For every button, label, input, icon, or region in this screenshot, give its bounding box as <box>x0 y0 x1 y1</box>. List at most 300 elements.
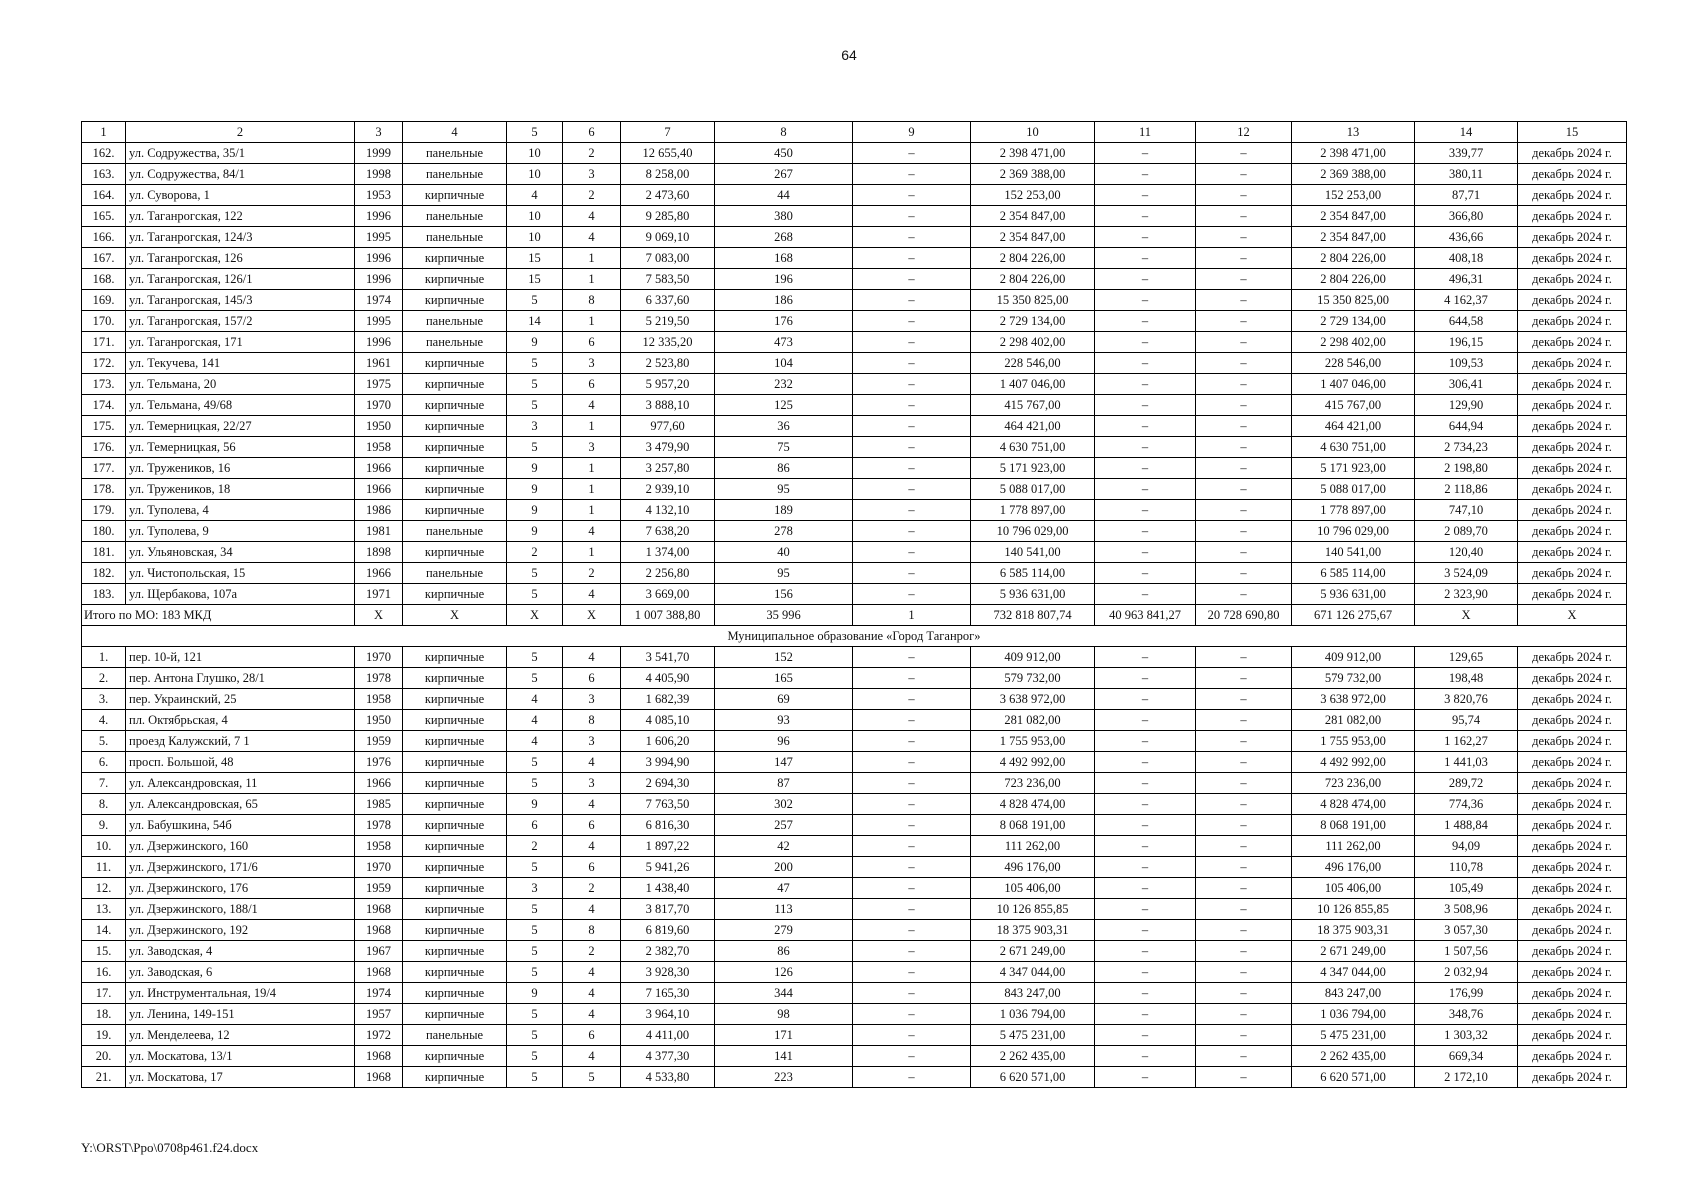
table-cell: 1966 <box>355 458 403 479</box>
table-cell: – <box>1196 437 1292 458</box>
table-cell: – <box>1095 248 1196 269</box>
table-cell: 977,60 <box>621 416 715 437</box>
table-cell: – <box>1095 731 1196 752</box>
address-cell: ул. Заводская, 4 <box>126 941 355 962</box>
table-cell: 3 638 972,00 <box>1292 689 1415 710</box>
table-cell: кирпичные <box>403 689 507 710</box>
table-cell: 3 669,00 <box>621 584 715 605</box>
table-cell: – <box>1196 836 1292 857</box>
table-cell: – <box>1095 479 1196 500</box>
table-cell: декабрь 2024 г. <box>1518 773 1627 794</box>
table-cell: 7 165,30 <box>621 983 715 1004</box>
table-cell: 87,71 <box>1415 185 1518 206</box>
table-cell: 380,11 <box>1415 164 1518 185</box>
table-cell: 95 <box>715 479 853 500</box>
table-cell: – <box>1095 227 1196 248</box>
table-cell: 4 <box>507 689 563 710</box>
table-cell: декабрь 2024 г. <box>1518 332 1627 353</box>
table-cell: 289,72 <box>1415 773 1518 794</box>
table-cell: декабрь 2024 г. <box>1518 983 1627 1004</box>
table-cell: 464 421,00 <box>1292 416 1415 437</box>
table-cell: 126 <box>715 962 853 983</box>
table-cell: 15 350 825,00 <box>971 290 1095 311</box>
table-cell: 3 964,10 <box>621 1004 715 1025</box>
table-cell: 21. <box>82 1067 126 1088</box>
total-cell: 1 007 388,80 <box>621 605 715 626</box>
total-cell: X <box>403 605 507 626</box>
table-cell: 843 247,00 <box>1292 983 1415 1004</box>
table-cell: – <box>1095 878 1196 899</box>
table-cell: декабрь 2024 г. <box>1518 899 1627 920</box>
table-cell: 1966 <box>355 479 403 500</box>
table-cell: 1970 <box>355 647 403 668</box>
table-cell: 1970 <box>355 857 403 878</box>
table-cell: – <box>1095 920 1196 941</box>
table-cell: 105 406,00 <box>971 878 1095 899</box>
address-cell: ул. Текучева, 141 <box>126 353 355 374</box>
table-cell: 1971 <box>355 584 403 605</box>
table-cell: декабрь 2024 г. <box>1518 878 1627 899</box>
table-cell: 2 172,10 <box>1415 1067 1518 1088</box>
table-cell: 6 585 114,00 <box>1292 563 1415 584</box>
section-header-row <box>82 626 1627 647</box>
table-cell: 1995 <box>355 227 403 248</box>
table-cell: 723 236,00 <box>1292 773 1415 794</box>
table-cell: – <box>853 563 971 584</box>
table-cell: – <box>1095 458 1196 479</box>
table-cell: 10 <box>507 206 563 227</box>
table-cell: 11. <box>82 857 126 878</box>
table-cell: – <box>1095 962 1196 983</box>
table-cell: 2 323,90 <box>1415 584 1518 605</box>
table-cell: 156 <box>715 584 853 605</box>
table-cell: – <box>853 647 971 668</box>
total-label: Итого по МО: 183 МКД <box>82 605 355 626</box>
table-row <box>82 311 1627 332</box>
table-cell: 2 729 134,00 <box>971 311 1095 332</box>
table-cell: – <box>853 773 971 794</box>
table-cell: 9 <box>507 794 563 815</box>
table-cell: 1. <box>82 647 126 668</box>
table-cell: 2 298 402,00 <box>1292 332 1415 353</box>
address-cell: ул. Москатова, 17 <box>126 1067 355 1088</box>
table-row <box>82 710 1627 731</box>
table-cell: декабрь 2024 г. <box>1518 794 1627 815</box>
table-cell: – <box>1095 689 1196 710</box>
table-cell: – <box>1095 1046 1196 1067</box>
table-cell: 1957 <box>355 1004 403 1025</box>
table-cell: 168. <box>82 269 126 290</box>
table-cell: 4 <box>563 899 621 920</box>
table-cell: – <box>1196 479 1292 500</box>
table-cell: 129,90 <box>1415 395 1518 416</box>
table-cell: 176. <box>82 437 126 458</box>
table-cell: – <box>853 752 971 773</box>
table-cell: 10 796 029,00 <box>971 521 1095 542</box>
table-cell: кирпичные <box>403 857 507 878</box>
table-cell: 170. <box>82 311 126 332</box>
table-cell: 3 638 972,00 <box>971 689 1095 710</box>
table-cell: 5 <box>507 941 563 962</box>
table-cell: – <box>1196 773 1292 794</box>
table-cell: – <box>1196 248 1292 269</box>
table-cell: 4 <box>563 836 621 857</box>
table-cell: – <box>1196 395 1292 416</box>
table-cell: 7 638,20 <box>621 521 715 542</box>
table-cell: 2 354 847,00 <box>971 206 1095 227</box>
table-cell: кирпичные <box>403 374 507 395</box>
table-cell: 2 369 388,00 <box>971 164 1095 185</box>
address-cell: ул. Дзержинского, 160 <box>126 836 355 857</box>
table-cell: 3 508,96 <box>1415 899 1518 920</box>
table-cell: 179. <box>82 500 126 521</box>
table-cell: 5 <box>507 899 563 920</box>
table-cell: 3 479,90 <box>621 437 715 458</box>
table-cell: 5 <box>507 647 563 668</box>
table-cell: декабрь 2024 г. <box>1518 647 1627 668</box>
table-cell: – <box>853 899 971 920</box>
table-cell: – <box>1095 836 1196 857</box>
table-cell: 44 <box>715 185 853 206</box>
table-cell: 1 682,39 <box>621 689 715 710</box>
table-cell: 152 <box>715 647 853 668</box>
address-cell: ул. Таганрогская, 157/2 <box>126 311 355 332</box>
table-cell: 5 171 923,00 <box>1292 458 1415 479</box>
table-cell: – <box>1095 1004 1196 1025</box>
table-cell: – <box>853 710 971 731</box>
table-cell: – <box>1196 521 1292 542</box>
file-path-footer: Y:\ORST\Ppo\0708p461.f24.docx <box>81 1140 259 1155</box>
table-row <box>82 353 1627 374</box>
table-cell: 3 <box>563 164 621 185</box>
table-cell: 69 <box>715 689 853 710</box>
table-cell: 2 671 249,00 <box>971 941 1095 962</box>
table-cell: 1953 <box>355 185 403 206</box>
table-cell: 175. <box>82 416 126 437</box>
table-cell: 8 <box>563 920 621 941</box>
table-row <box>82 1004 1627 1025</box>
table-cell: кирпичные <box>403 836 507 857</box>
table-cell: 281 082,00 <box>1292 710 1415 731</box>
table-cell: 4 <box>507 731 563 752</box>
table-cell: 104 <box>715 353 853 374</box>
table-cell: 2 804 226,00 <box>1292 269 1415 290</box>
table-cell: 1 407 046,00 <box>1292 374 1415 395</box>
table-cell: – <box>1095 206 1196 227</box>
table-cell: декабрь 2024 г. <box>1518 311 1627 332</box>
table-cell: кирпичные <box>403 269 507 290</box>
address-cell: ул. Тружеников, 18 <box>126 479 355 500</box>
table-cell: 105 406,00 <box>1292 878 1415 899</box>
table-cell: – <box>1196 794 1292 815</box>
table-cell: – <box>1095 857 1196 878</box>
table-cell: 1981 <box>355 521 403 542</box>
table-cell: 5 <box>507 374 563 395</box>
address-cell: ул. Дзержинского, 176 <box>126 878 355 899</box>
table-cell: 2 939,10 <box>621 479 715 500</box>
table-cell: 1986 <box>355 500 403 521</box>
table-cell: 140 541,00 <box>971 542 1095 563</box>
table-cell: – <box>853 248 971 269</box>
table-cell: – <box>1095 437 1196 458</box>
table-cell: – <box>853 542 971 563</box>
address-cell: ул. Содружества, 35/1 <box>126 143 355 164</box>
table-cell: 4 <box>563 794 621 815</box>
table-cell: панельные <box>403 311 507 332</box>
table-cell: кирпичные <box>403 248 507 269</box>
table-row <box>82 983 1627 1004</box>
table-row <box>82 164 1627 185</box>
page-number: 64 <box>841 47 857 63</box>
table-cell: – <box>1196 185 1292 206</box>
table-cell: 1970 <box>355 395 403 416</box>
table-cell: – <box>1095 164 1196 185</box>
table-cell: 166. <box>82 227 126 248</box>
table-cell: кирпичные <box>403 647 507 668</box>
table-cell: 5 <box>507 1025 563 1046</box>
table-cell: – <box>853 269 971 290</box>
table-cell: 5 <box>507 668 563 689</box>
table-cell: 3 <box>563 437 621 458</box>
table-cell: 1996 <box>355 206 403 227</box>
table-cell: 86 <box>715 458 853 479</box>
table-cell: – <box>1095 374 1196 395</box>
table-cell: 6 <box>563 374 621 395</box>
address-cell: ул. Дзержинского, 192 <box>126 920 355 941</box>
table-cell: 2 354 847,00 <box>971 227 1095 248</box>
table-cell: – <box>1196 668 1292 689</box>
table-cell: 2 262 435,00 <box>971 1046 1095 1067</box>
table-cell: 2 <box>563 563 621 584</box>
table-cell: – <box>1196 920 1292 941</box>
table-cell: 4 347 044,00 <box>1292 962 1415 983</box>
table-cell: 5 475 231,00 <box>971 1025 1095 1046</box>
table-cell: 5 941,26 <box>621 857 715 878</box>
table-cell: – <box>1196 353 1292 374</box>
table-cell: – <box>853 983 971 1004</box>
table-cell: 6 819,60 <box>621 920 715 941</box>
table-cell: 198,48 <box>1415 668 1518 689</box>
table-cell: декабрь 2024 г. <box>1518 479 1627 500</box>
table-cell: – <box>1095 416 1196 437</box>
table-cell: 196 <box>715 269 853 290</box>
table-cell: 4 533,80 <box>621 1067 715 1088</box>
total-row <box>82 605 1627 626</box>
table-cell: 232 <box>715 374 853 395</box>
table-cell: – <box>853 857 971 878</box>
table-cell: 4 <box>563 206 621 227</box>
table-cell: – <box>1196 899 1292 920</box>
table-cell: 15. <box>82 941 126 962</box>
table-cell: 177. <box>82 458 126 479</box>
table-cell: 279 <box>715 920 853 941</box>
table-cell: 18 375 903,31 <box>1292 920 1415 941</box>
table-cell: 1 897,22 <box>621 836 715 857</box>
total-cell: X <box>507 605 563 626</box>
table-cell: кирпичные <box>403 395 507 416</box>
table-cell: 1 <box>563 500 621 521</box>
table-cell: – <box>1196 710 1292 731</box>
table-row <box>82 899 1627 920</box>
table-cell: – <box>1196 878 1292 899</box>
table-cell: декабрь 2024 г. <box>1518 143 1627 164</box>
table-cell: – <box>1196 983 1292 1004</box>
table-cell: – <box>1095 773 1196 794</box>
table-cell: 409 912,00 <box>1292 647 1415 668</box>
table-cell: кирпичные <box>403 815 507 836</box>
table-cell: – <box>853 500 971 521</box>
table-cell: кирпичные <box>403 920 507 941</box>
table-cell: 140 541,00 <box>1292 542 1415 563</box>
table-cell: – <box>1095 752 1196 773</box>
table-cell: 105,49 <box>1415 878 1518 899</box>
table-cell: 1 778 897,00 <box>1292 500 1415 521</box>
table-cell: 5 <box>507 563 563 584</box>
table-cell: 302 <box>715 794 853 815</box>
table-cell: 4. <box>82 710 126 731</box>
table-cell: 450 <box>715 143 853 164</box>
table-cell: кирпичные <box>403 584 507 605</box>
table-cell: – <box>1196 647 1292 668</box>
table-cell: 5 <box>507 857 563 878</box>
address-cell: ул. Дзержинского, 171/6 <box>126 857 355 878</box>
table-cell: – <box>853 521 971 542</box>
table-cell: 6 620 571,00 <box>971 1067 1095 1088</box>
table-row <box>82 878 1627 899</box>
column-number-cell: 7 <box>621 122 715 143</box>
table-cell: 5 088 017,00 <box>1292 479 1415 500</box>
table-cell: 2 473,60 <box>621 185 715 206</box>
table-cell: 3 820,76 <box>1415 689 1518 710</box>
table-cell: 5 088 017,00 <box>971 479 1095 500</box>
table-cell: 9 <box>507 521 563 542</box>
table-cell: 1 488,84 <box>1415 815 1518 836</box>
table-cell: 5 936 631,00 <box>971 584 1095 605</box>
table-cell: 3 <box>563 731 621 752</box>
table-cell: 1996 <box>355 248 403 269</box>
table-cell: 17. <box>82 983 126 1004</box>
table-cell: 366,80 <box>1415 206 1518 227</box>
table-cell: 2 262 435,00 <box>1292 1046 1415 1067</box>
table-cell: панельные <box>403 143 507 164</box>
table-cell: 113 <box>715 899 853 920</box>
table-row <box>82 542 1627 563</box>
table-cell: 9 285,80 <box>621 206 715 227</box>
table-cell: – <box>1095 647 1196 668</box>
table-cell: 6 <box>507 815 563 836</box>
table-cell: 6 <box>563 857 621 878</box>
table-cell: 669,34 <box>1415 1046 1518 1067</box>
table-cell: кирпичные <box>403 710 507 731</box>
table-cell: декабрь 2024 г. <box>1518 710 1627 731</box>
table-cell: – <box>1196 1025 1292 1046</box>
table-cell: – <box>1196 1067 1292 1088</box>
table-cell: 4 <box>507 710 563 731</box>
table-cell: декабрь 2024 г. <box>1518 752 1627 773</box>
table-cell: 86 <box>715 941 853 962</box>
table-cell: 644,58 <box>1415 311 1518 332</box>
table-cell: – <box>1095 710 1196 731</box>
table-cell: декабрь 2024 г. <box>1518 668 1627 689</box>
table-cell: 5 <box>507 353 563 374</box>
table-cell: 180. <box>82 521 126 542</box>
table-cell: 3 <box>563 773 621 794</box>
table-cell: декабрь 2024 г. <box>1518 290 1627 311</box>
table-cell: 2 354 847,00 <box>1292 206 1415 227</box>
table-cell: 723 236,00 <box>971 773 1095 794</box>
table-cell: 1995 <box>355 311 403 332</box>
table-cell: 6 <box>563 332 621 353</box>
table-cell: 579 732,00 <box>1292 668 1415 689</box>
table-row <box>82 941 1627 962</box>
table-cell: – <box>1196 689 1292 710</box>
table-cell: 1975 <box>355 374 403 395</box>
table-cell: 3 <box>563 689 621 710</box>
table-cell: 1959 <box>355 731 403 752</box>
table-cell: 4 <box>563 962 621 983</box>
table-cell: декабрь 2024 г. <box>1518 374 1627 395</box>
table-cell: 6 620 571,00 <box>1292 1067 1415 1088</box>
table-cell: 1898 <box>355 542 403 563</box>
address-cell: ул. Ленина, 149-151 <box>126 1004 355 1025</box>
table-cell: панельные <box>403 164 507 185</box>
table-cell: 6 585 114,00 <box>971 563 1095 584</box>
table-cell: – <box>853 143 971 164</box>
table-cell: декабрь 2024 г. <box>1518 164 1627 185</box>
table-cell: 2 256,80 <box>621 563 715 584</box>
table-cell: 87 <box>715 773 853 794</box>
table-cell: 4 <box>563 227 621 248</box>
table-cell: кирпичные <box>403 479 507 500</box>
table-cell: 2 <box>507 542 563 563</box>
table-row <box>82 395 1627 416</box>
table-cell: 15 <box>507 269 563 290</box>
table-cell: 436,66 <box>1415 227 1518 248</box>
table-cell: 40 <box>715 542 853 563</box>
table-cell: – <box>1196 269 1292 290</box>
table-cell: 306,41 <box>1415 374 1518 395</box>
table-cell: 4 <box>507 185 563 206</box>
table-cell: 3 <box>507 878 563 899</box>
table-cell: 1 303,32 <box>1415 1025 1518 1046</box>
address-cell: ул. Щербакова, 107а <box>126 584 355 605</box>
total-cell: 35 996 <box>715 605 853 626</box>
table-cell: – <box>1095 941 1196 962</box>
table-cell: кирпичные <box>403 878 507 899</box>
table-cell: кирпичные <box>403 1067 507 1088</box>
table-cell: – <box>853 290 971 311</box>
table-cell: 141 <box>715 1046 853 1067</box>
table-cell: 1958 <box>355 689 403 710</box>
table-cell: 1 <box>563 542 621 563</box>
table-cell: 4 492 992,00 <box>971 752 1095 773</box>
table-cell: – <box>1196 752 1292 773</box>
table-row <box>82 206 1627 227</box>
table-cell: – <box>853 1025 971 1046</box>
table-cell: 189 <box>715 500 853 521</box>
table-cell: 196,15 <box>1415 332 1518 353</box>
table-cell: 2 398 471,00 <box>971 143 1095 164</box>
address-cell: просп. Большой, 48 <box>126 752 355 773</box>
table-row <box>82 647 1627 668</box>
column-number-cell: 1 <box>82 122 126 143</box>
table-cell: – <box>1196 941 1292 962</box>
table-cell: 3 541,70 <box>621 647 715 668</box>
table-cell: 6. <box>82 752 126 773</box>
total-cell: X <box>563 605 621 626</box>
total-cell: 40 963 841,27 <box>1095 605 1196 626</box>
column-number-cell: 9 <box>853 122 971 143</box>
